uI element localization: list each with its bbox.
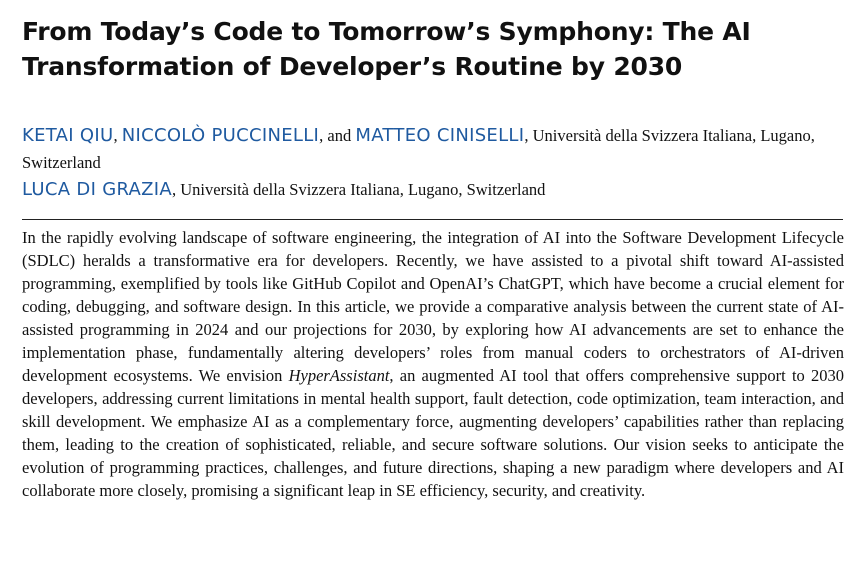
affiliation-text: Università della Svizzera Italiana, Lugano, Switzerland (180, 180, 546, 199)
paper-title: From Today’s Code to Tomorrow’s Symphony: The AI Transformation of Developer’s Routine by 2030 (22, 17, 751, 81)
paper-page (22, 0, 844, 502)
tool-name-emphasis: HyperAssistant (288, 366, 390, 385)
author-block (22, 122, 844, 203)
abstract-part-1: In the rapidly evolving landscape of software engineering, the integration of AI into the Software Development Lifecycle (SDLC) heralds a transformative era for developers. Recently, we have assisted to a pivotal shift toward AI-assisted programming, exemplified by tools like GitHub Copilot and OpenAI’s ChatGPT, which have become a crucial element for coding, debugging, and software design. In this article, we provide a comparative analysis between the current state of AI-assisted programming in 2024 and our projections for 2030, by exploring how AI advancements are set to enhance the implementation phase, fundamentally altering developers’ roles from manual coders to orchestrators of AI-driven development ecosystems. We envision (22, 228, 844, 385)
horizontal-rule (22, 219, 843, 220)
author-name-di-grazia[interactable]: LUCA DI GRAZIA (22, 179, 172, 200)
abstract-text (22, 226, 844, 502)
author-line-1 (22, 122, 844, 176)
abstract-part-2: , an augmented AI tool that offers comprehensive support to 2030 developers, addressing current limitations in mental health support, fault detection, code optimization, team interaction, and skill development. We emphasize AI as a complementary force, augmenting developers’ capabilities rather than replacing them, leading to the creation of sophisticated, reliable, and secure software solutions. Our vision seeks to anticipate the evolution of programming practices, challenges, and future directions, shaping a new paradigm where developers and AI collaborate more closely, promising a significant leap in SE efficiency, security, and creativity. (22, 366, 844, 500)
affiliation-text: Università della Svizzera Italiana, Lugano, Switzerland (22, 126, 815, 172)
author-separator: , (524, 126, 529, 145)
author-separator-and: , and (319, 126, 352, 145)
author-separator: , (113, 126, 118, 145)
author-separator: , (172, 180, 177, 199)
author-name-qiu[interactable]: KETAI QIU (22, 125, 114, 146)
author-line-2 (22, 176, 844, 203)
author-name-puccinelli[interactable]: NICCOLÒ PUCCINELLI (121, 125, 320, 146)
author-name-ciniselli[interactable]: MATTEO CINISELLI (355, 125, 525, 146)
